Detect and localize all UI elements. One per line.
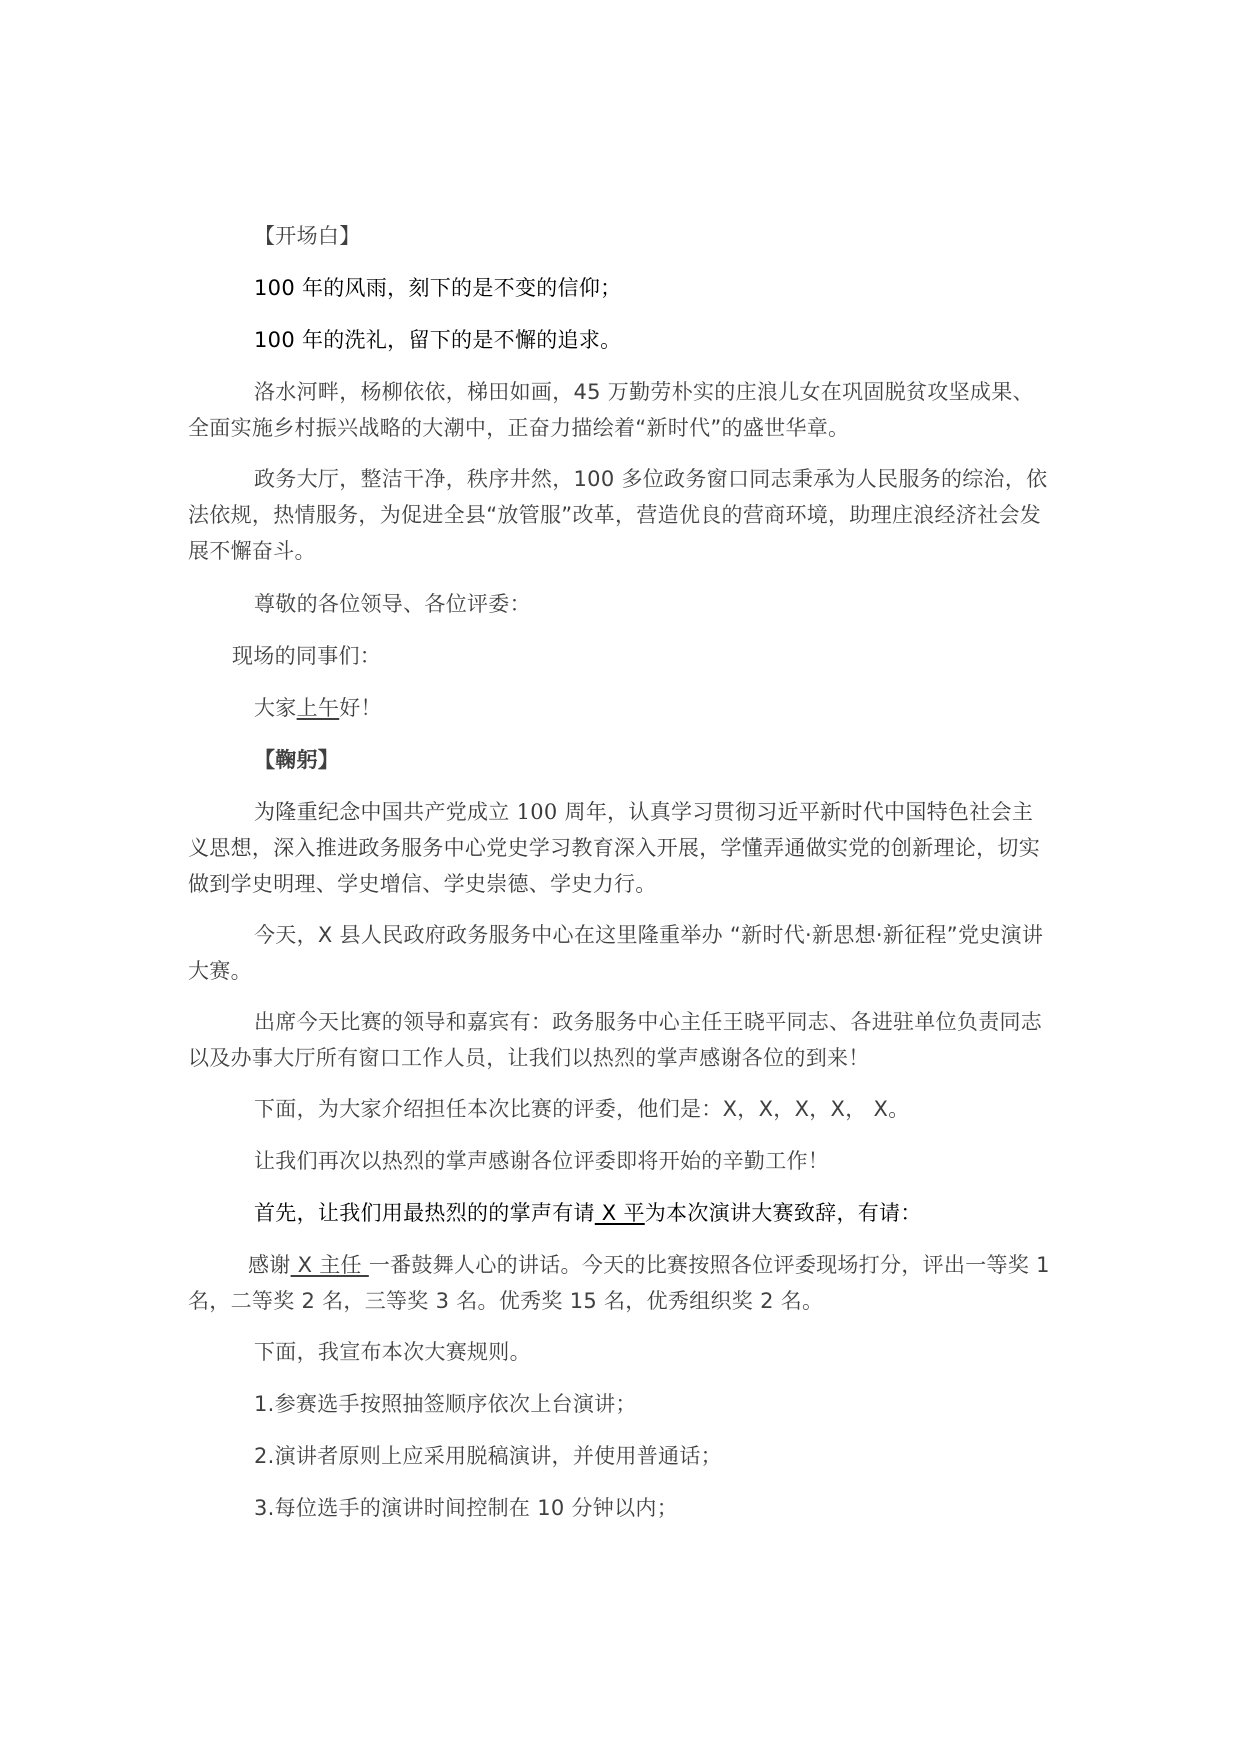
paragraph-luoshui: 洛水河畔，杨柳依依，梯田如画，45 万勤劳朴实的庄浪儿女在巩固脱贫攻坚成果、全面实施乡村振兴战略的大潮中，正奋力描绘着“新时代”的盛世华章。 [188,380,1034,440]
speech-thanks-prefix: 感谢 [248,1253,291,1277]
paragraph-first-invite [188,1195,1054,1231]
first-invite-prefix: 首先，让我们用最热烈的的掌声有请 [254,1201,595,1225]
greeting-morning-underlined: 上午 [296,696,340,720]
greeting-morning [188,690,1054,726]
opening-heading: 【开场白】 [254,224,361,248]
paragraph-speech-thanks [188,1247,1054,1319]
paragraph-today: 今天，X 县人民政府政务服务中心在这里隆重举办 “新时代·新思想·新征程”党史演讲大赛。 [188,923,1044,983]
first-invite-underlined: X 平 [594,1201,645,1225]
rule-item-3: 3.每位选手的演讲时间控制在 10 分钟以内； [254,1496,679,1520]
speech-thanks-suffix: 一番鼓舞人心的讲话。今天的比赛按照各位评委现场打分，评出一等奖 1 名，二等奖 2 名，三等奖 3 名。优秀奖 15 名，优秀组织奖 2 名。 [188,1253,1050,1313]
paragraph-anniversary: 为隆重纪念中国共产党成立 100 周年，认真学习贯彻习近平新时代中国特色社会主义思想，深入推进政务服务中心党史学习教育深入开展，学懂弄通做实党的创新理论，切实做到学史明理、学史增信、学史崇德、学史力行。 [188,800,1040,896]
speech-thanks-underlined: X 主任 [290,1253,369,1277]
paragraph-judges: 下面，为大家介绍担任本次比赛的评委，他们是：X，X，X，X， X。 [254,1097,910,1121]
first-invite-suffix: 为本次演讲大赛致辞，有请： [644,1201,922,1225]
rule-item-2: 2.演讲者原则上应采用脱稿演讲，并使用普通话； [254,1444,722,1468]
greeting-leaders: 尊敬的各位领导、各位评委： [254,592,531,616]
bow-heading: 【鞠躬】 [254,748,340,772]
greeting-morning-prefix: 大家 [254,696,297,720]
greeting-morning-suffix: 好！ [339,696,382,720]
paragraph-guests: 出席今天比赛的领导和嘉宾有：政务服务中心主任王晓平同志、各进驻单位负责同志以及办事大厅所有窗口工作人员，让我们以热烈的掌声感谢各位的到来！ [188,1010,1043,1070]
line-faith: 100 年的风雨，刻下的是不变的信仰； [254,276,622,300]
line-pursuit: 100 年的洗礼，留下的是不懈的追求。 [254,328,622,352]
paragraph-thanks-judges: 让我们再次以热烈的掌声感谢各位评委即将开始的辛勤工作！ [254,1149,830,1173]
paragraph-rules-intro: 下面，我宣布本次大赛规则。 [254,1340,531,1364]
paragraph-service-hall: 政务大厅，整洁干净，秩序井然，100 多位政务窗口同志秉承为人民服务的综治，依法依规，热情服务，为促进全县“放管服”改革，营造优良的营商环境，助理庄浪经济社会发展不懈奋斗。 [188,467,1048,563]
rule-item-1: 1.参赛选手按照抽签顺序依次上台演讲； [254,1392,637,1416]
greeting-colleagues: 现场的同事们： [232,644,382,668]
